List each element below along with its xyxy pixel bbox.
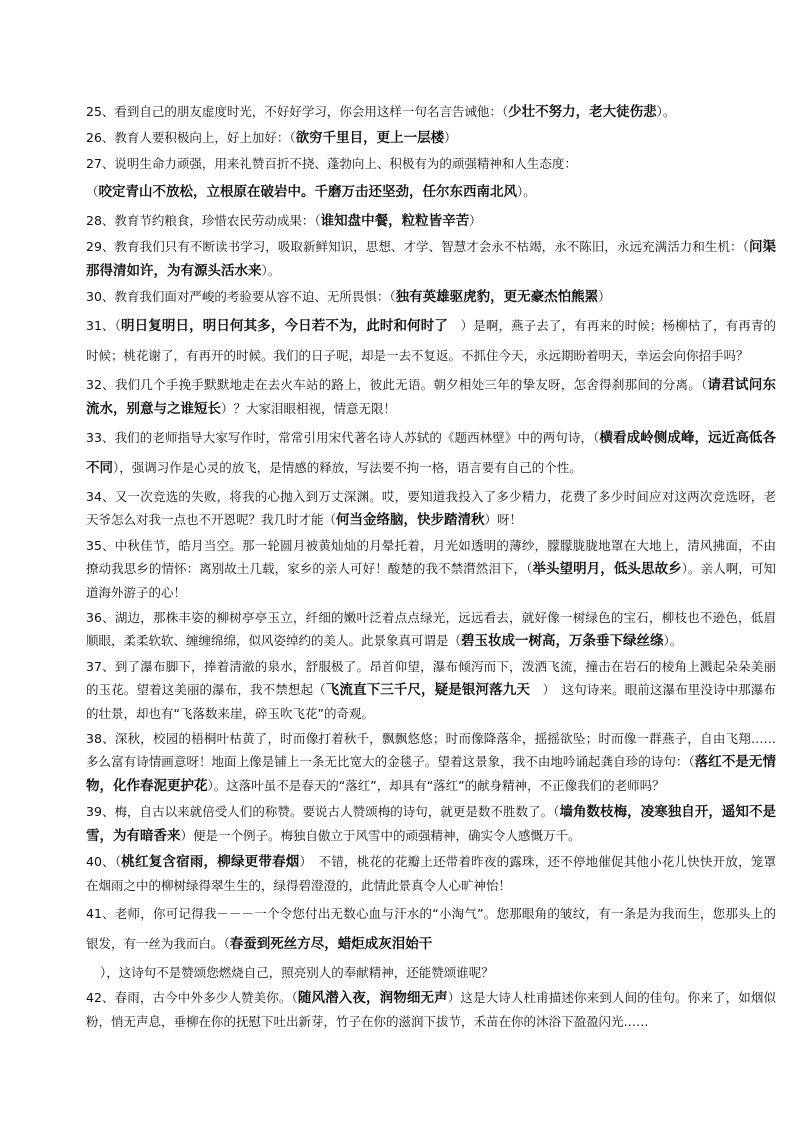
poem-answer: 横看成岭侧成峰，远近高低各不同 (86, 430, 776, 476)
list-item (86, 800, 776, 848)
item-text: 39、梅，自古以来就倍受人们的称赞。要说古人赞颂梅的诗句，就更是数不胜数了。（ (86, 804, 560, 819)
item-text: 33、我们的老师指导大家写作时，常常引用宋代著名诗人苏轼的《题西林壁》中的两句诗，（ (86, 430, 600, 445)
poem-answer: 桃红复含宿雨，柳绿更带春烟 (121, 854, 300, 870)
item-text: 34、又一次竞选的失败，将我的心抛入到万丈深渊。哎，要知道我投入了多少精力，花费了多少时间应对这两次竞选呀，老天爷怎么对我一点也不开恩呢？我几时才能（ (86, 489, 776, 527)
item-text: ） 这句诗来。眼前这瀑布里没诗中那瀑布的壮景，却也有“飞落数来崖，碎玉吹飞花”的奇观。 (86, 682, 776, 721)
document-page (86, 100, 776, 1035)
poem-answer: 碧玉妆成一树高，万条垂下绿丝绦 (461, 633, 664, 649)
poem-answer: 咬定青山不放松，立根原在破岩中。千磨万击还坚劲，任尔东西南北风 (98, 184, 518, 200)
poem-answer: 独有英雄驱虎豹，更无豪杰怕熊罴 (395, 289, 599, 305)
item-text: 30、教育我们面对严峻的考验要从容不迫、无所畏惧：（ (86, 289, 396, 304)
item-text: ）。 (656, 104, 676, 119)
item-text: 29、教育我们只有不断读书学习，吸取新鲜知识，思想、才学、智慧才会永不枯竭，永不陈旧，永远充满活力和生机：（ (86, 239, 749, 254)
list-item (86, 177, 776, 207)
list-item (86, 100, 776, 124)
item-text: 28、教育节约粮食，珍惜农民劳动成果：（ (86, 213, 321, 228)
item-text: 27、说明生命力顽强，用来礼赞百折不挠、蓬勃向上、积极有为的顽强精神和人生态度： (86, 156, 577, 171)
poem-answer: 明日复明日，明日何其多，今日若不为，此时和何时了 (121, 318, 448, 334)
item-text: ）是啊，燕子去了，有再来的时候；杨柳枯了，有再青的时候；桃花谢了，有再开的时候。我们的日子呢，却是一去不复返。不抓住今天，永远期盼着明天，幸运会向你招手吗？ (86, 318, 776, 363)
poem-answer: 何当金络脑，快步踏清秋 (336, 512, 485, 528)
list-item (86, 534, 776, 604)
item-text: ） (444, 130, 457, 145)
item-text: ）。这落叶虽不是春天的“落红”，却具有“落红”的献身精神，不正像我们的老师吗？ (207, 778, 665, 793)
item-text: ），强调习作是心灵的放飞，是情感的释放，写法要不拘一格，语言要有自己的个性。 (113, 460, 582, 475)
item-text: ）。 (261, 263, 281, 278)
list-item (86, 727, 776, 798)
item-text: ） 不错，桃花的花瓣上还带着昨夜的露珠，还不停地催促其他小花儿快快开放，笼罩在烟雨之中的柳树绿得翠生生的，绿得碧澄澄的，此情此景真令人心旷神怡！ (86, 854, 777, 893)
item-text: ），这诗句不是赞颂您燃烧自己，照亮别人的奉献精神，还能赞颂谁呢？ (100, 965, 494, 980)
poem-answer: 少壮不努力，老大徒伤悲 (508, 104, 657, 120)
list-item (86, 126, 776, 150)
poem-answer: 欲穷千里目，更上一层楼 (295, 130, 445, 146)
item-text: 38、深秋，校园的梧桐叶枯黄了，时而像打着秋千，飘飘悠悠；时而像降落伞，摇摇欲坠；时而像一群燕子，自由飞翔……多么富有诗情画意呀！地面上像是铺上一条无比宽大的金毯子。望着这景象，我不由地吟诵起龚自珍的诗句：（ (86, 731, 776, 769)
list-item (86, 655, 776, 725)
item-text: ）。亲人啊，可知道海外游子的心！ (86, 561, 776, 600)
list-item (86, 961, 776, 984)
item-text: 36、湖边，那株丰姿的柳树亭亭玉立，纤细的嫩叶泛着点点绿光，远远看去，就好像一树绿色的宝石，柳枝也不逊色，低眉顺眼，柔柔软软、缠缠绵绵，似风姿绰约的美人。此景象真可谓是（ (86, 610, 776, 648)
list-item (86, 285, 776, 309)
item-text: ）。 (517, 184, 536, 199)
poem-answer: 落红不是无情物，化作春泥更护花 (86, 754, 776, 794)
item-text: 41、老师，你可记得我－－－一个令您付出无数心血与汗水的“小淘气”。您那眼角的皱纹，有一条是为我而生，您那头上的银发，有一丝为我而白。（ (86, 906, 776, 951)
list-item (86, 485, 776, 532)
item-text: 31、（ (86, 318, 122, 333)
poem-answer: 谁知盘中餐，粒粒皆辛苦 (320, 213, 470, 229)
list-item (86, 423, 776, 483)
list-item (86, 373, 776, 421)
item-text: 32、我们几个手挽手默默地走在去火车站的路上，彼此无语。朝夕相处三年的挚友呀，怎舍得刹那间的分离。（ (86, 377, 708, 392)
poem-answer: 飞流直下三千尺，疑是银河落九天 (325, 682, 530, 698)
list-item (86, 209, 776, 233)
item-text: ）这是大诗人杜甫描述你来到人间的佳句。你来了，如烟似粉，悄无声息，垂柳在你的抚慰下吐出新芽，竹子在你的滋润下拔节，禾苗在你的沐浴下盈盈闪光…… (86, 990, 776, 1029)
poem-answer: 问渠那得清如许，为有源头活水来 (86, 239, 776, 279)
poem-answer: 随风潜入夜，润物细无声 (297, 990, 448, 1006)
list-item (86, 235, 776, 283)
item-text: 26、教育人要积极向上，好上加好：（ (86, 130, 296, 145)
list-item (86, 986, 776, 1033)
item-text: 37、到了瀑布脚下，捧着清澈的泉水，舒服极了。昂首仰望，瀑布倾泻而下，泼洒飞流，撞击在岩石的棱角上溅起朵朵美丽的玉花。望着这美丽的瀑布，我不禁想起（ (86, 659, 776, 697)
item-text: （ (86, 184, 99, 199)
item-text: ）便是一个例子。梅独自傲立于风雪中的顽强精神，确实令人感慨万千。 (180, 828, 581, 843)
list-item (86, 311, 776, 371)
item-text: ）呀！ (484, 512, 523, 527)
poem-answer: 举头望明月，低头思故乡 (532, 561, 682, 577)
list-item (86, 899, 776, 959)
item-text: 42、春雨，古今中外多少人赞美你。（ (86, 990, 298, 1005)
poem-answer: 请君试问东流水，别意与之谁短长 (86, 377, 776, 417)
poem-answer: 春蚕到死丝方尽，蜡炬成灰泪始干 (229, 936, 433, 952)
poem-answer: 墙角数枝梅，凌寒独自开，遥知不是雪，为有暗香来 (86, 804, 776, 844)
item-text: ） (598, 289, 611, 304)
item-text: 35、中秋佳节，皓月当空。那一轮圆月被黄灿灿的月晕托着，月光如透明的薄纱，朦朦胧胧地罩在大地上，清风拂面，不由撩动我思乡的情怀：离别故土几载，家乡的亲人可好！酸楚的我不禁潸然泪下，（ (86, 538, 776, 576)
item-text: 25、看到自己的朋友虚度时光，不好好学习，你会用这样一句名言告诫他：（ (86, 104, 509, 119)
item-text: ）。 (663, 633, 683, 648)
item-text: 40、（ (86, 854, 122, 869)
list-item (86, 850, 776, 897)
list-item (86, 606, 776, 653)
item-text: ）？大家泪眼相视，情意无限！ (221, 401, 397, 416)
item-text: ） (469, 213, 482, 228)
list-item (86, 152, 776, 175)
